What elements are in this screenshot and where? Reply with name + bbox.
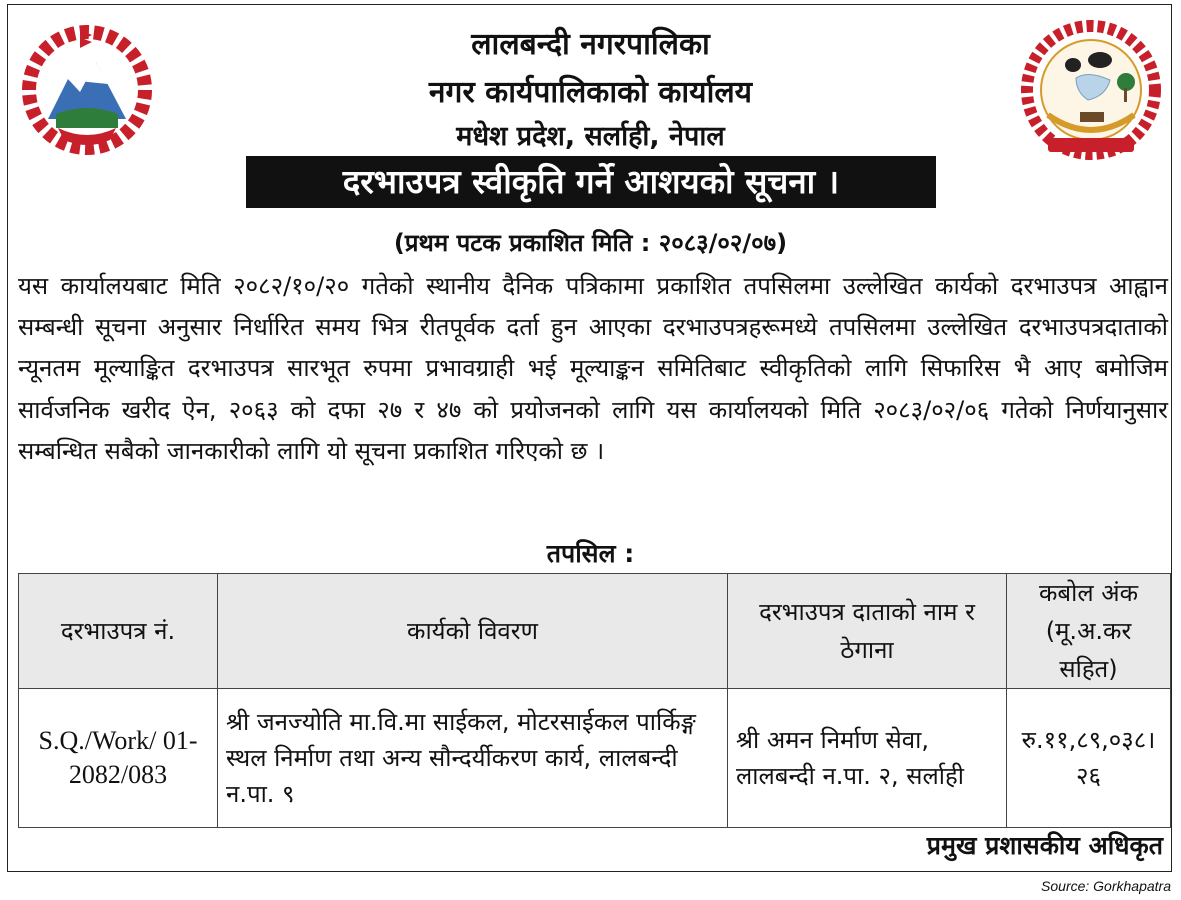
source-credit: Source: Gorkhapatra bbox=[1041, 878, 1171, 894]
office-address: मधेश प्रदेश, सर्लाही, नेपाल bbox=[456, 121, 725, 152]
bid-amount-cell: रु.११,८९,०३८।२६ bbox=[1007, 689, 1171, 828]
notice-body: यस कार्यालयबाट मिति २०८२/१०/२० गतेको स्थानीय दैनिक पत्रिकामा प्रकाशित तपसिलमा उल्लेखित कार्यको दरभाउपत्र आह्वान सम्बन्धी सूचना अनुसार निर्धारित समय भित्र रीतपूर्वक दर्ता हुन आएका दरभाउपत्रहरूमध्ये तपसिलमा उल्लेखित दरभाउपत्रदाताको न्यूनतम मूल्याङ्कित दरभाउपत्र सारभूत रुपमा प्रभावग्राही भई मूल्याङ्कन समितिबाट स्वीकृतिको लागि सिफारिस भै आए बमोजिम सार्वजनिक खरीद ऐन, २०६३ को दफा २७ र ४७ को प्रयोजनको लागि यस कार्यालयको मिति २०८३/०२/०६ गतेको निर्णयानुसार सम्बन्धित सबैको जानकारीको लागि यो सूचना प्रकाशित गरिएको छ । bbox=[18, 272, 1168, 465]
header-bid-amount: कबोल अंक (मू.अ.कर सहित) bbox=[1007, 574, 1171, 689]
bid-number-cell: S.Q./Work/ 01-2082/083 bbox=[19, 689, 218, 828]
signatory-title: प्रमुख प्रशासकीय अधिकृत bbox=[926, 831, 1163, 860]
municipality-name: लालबन्दी नगरपालिका bbox=[471, 27, 710, 62]
table-header-row bbox=[19, 574, 1171, 689]
details-label: तपसिल : bbox=[546, 539, 635, 568]
notice-title: दरभाउपत्र स्वीकृति गर्ने आशयको सूचना । bbox=[246, 156, 936, 208]
bid-details-table bbox=[18, 573, 1171, 828]
header-work-description: कार्यको विवरण bbox=[218, 574, 728, 689]
work-description-cell: श्री जनज्योति मा.वि.मा साईकल, मोटरसाईकल पार्किङ्ग स्थल निर्माण तथा अन्य सौन्दर्यीकरण कार्य, लालबन्दी न.पा. ९ bbox=[218, 689, 728, 828]
table-row bbox=[19, 689, 1171, 828]
bidder-cell: श्री अमन निर्माण सेवा, लालबन्दी न.पा. २, सर्लाही bbox=[728, 689, 1007, 828]
header-bidder: दरभाउपत्र दाताको नाम र ठेगाना bbox=[728, 574, 1007, 689]
header-bid-number: दरभाउपत्र नं. bbox=[19, 574, 218, 689]
publish-date: (प्रथम पटक प्रकाशित मिति : २०८३/०२/०७) bbox=[393, 229, 788, 257]
office-name: नगर कार्यपालिकाको कार्यालय bbox=[428, 75, 753, 110]
